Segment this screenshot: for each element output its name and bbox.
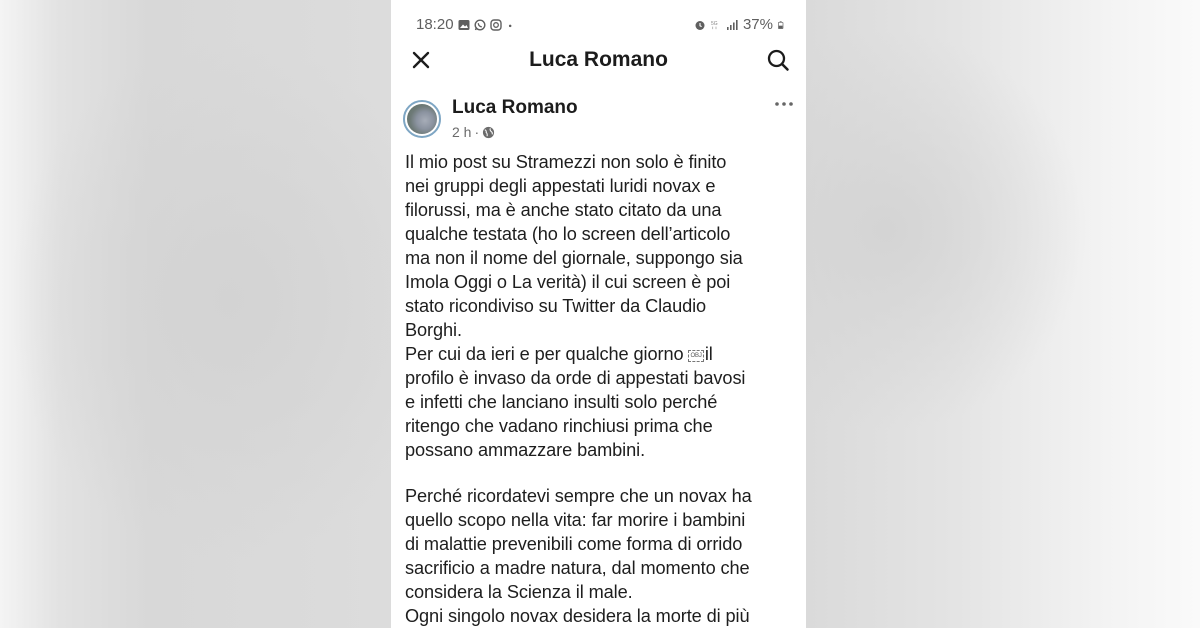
post-line: qualche testata (ho lo screen dell’articolo — [405, 224, 731, 244]
meta-separator: · — [474, 124, 480, 140]
status-right — [694, 16, 786, 33]
svg-text:5G: 5G — [710, 20, 718, 27]
post-line: filorussi, ma è anche stato citato da una — [405, 200, 722, 220]
post-line: Borghi. — [405, 320, 462, 340]
post-line: ritengo che vadano rinchiusi prima che — [405, 416, 713, 436]
post-line: Imola Oggi o La verità) il cui screen è poi — [405, 272, 731, 292]
status-left — [416, 16, 516, 33]
post-line: Perché ricordatevi sempre che un novax ha — [405, 486, 752, 506]
background-right — [806, 0, 1200, 628]
status-time: 18:20 — [416, 16, 454, 33]
instagram-icon — [490, 19, 502, 31]
post-line: profilo è invaso da orde di appestati bavosi — [405, 368, 746, 388]
post-line: quello scopo nella vita: far morire i bambini — [405, 510, 746, 530]
avatar-photo — [407, 104, 437, 134]
post-body — [405, 150, 800, 628]
avatar[interactable] — [403, 100, 441, 138]
page-title: Luca Romano — [529, 48, 668, 71]
app-header — [391, 40, 806, 80]
paragraph-2 — [405, 342, 800, 462]
paragraph-1 — [405, 150, 800, 342]
battery-percent: 37% — [742, 16, 773, 33]
alarm-icon — [694, 19, 706, 31]
post-line: sacrificio a madre natura, dal momento che — [405, 558, 750, 578]
line-text: Per cui da ieri e per qualche giorno — [405, 344, 689, 364]
post-meta — [452, 124, 495, 140]
post-line: e infetti che lanciano insulti solo perché — [405, 392, 718, 412]
post-header — [391, 95, 806, 147]
dot-icon — [506, 19, 516, 31]
post-line: Ogni singolo novax desidera la morte di più — [405, 606, 750, 626]
globe-icon — [482, 126, 495, 139]
post-line: possano ammazzare bambini. — [405, 440, 646, 460]
5g-icon — [711, 19, 721, 31]
whatsapp-icon — [474, 19, 486, 31]
post-line: stato ricondiviso su Twitter da Claudio — [405, 296, 707, 316]
paragraph-3 — [405, 484, 800, 628]
post-time[interactable]: 2 h — [452, 124, 472, 140]
line-text: il — [704, 344, 713, 364]
post-author[interactable]: Luca Romano — [452, 97, 578, 118]
signal-icon — [726, 19, 738, 31]
battery-icon — [778, 19, 786, 31]
status-bar — [391, 12, 806, 38]
search-icon[interactable] — [766, 48, 790, 72]
post-line — [405, 342, 800, 366]
post-line: di malattie prevenibili come forma di orrido — [405, 534, 743, 554]
post-line: ma non il nome del giornale, suppongo sia — [405, 248, 743, 268]
post-line: Il mio post su Stramezzi non solo è finito — [405, 152, 727, 172]
post-line: nei gruppi degli appestati luridi novax e — [405, 176, 716, 196]
post-line: considera la Scienza il male. — [405, 582, 633, 602]
gallery-icon — [458, 19, 470, 31]
background-left — [0, 0, 391, 628]
phone-screen — [391, 0, 806, 628]
paragraph-gap — [405, 462, 800, 484]
more-icon[interactable] — [774, 99, 794, 109]
obj-placeholder-icon: OBJ — [688, 350, 703, 362]
